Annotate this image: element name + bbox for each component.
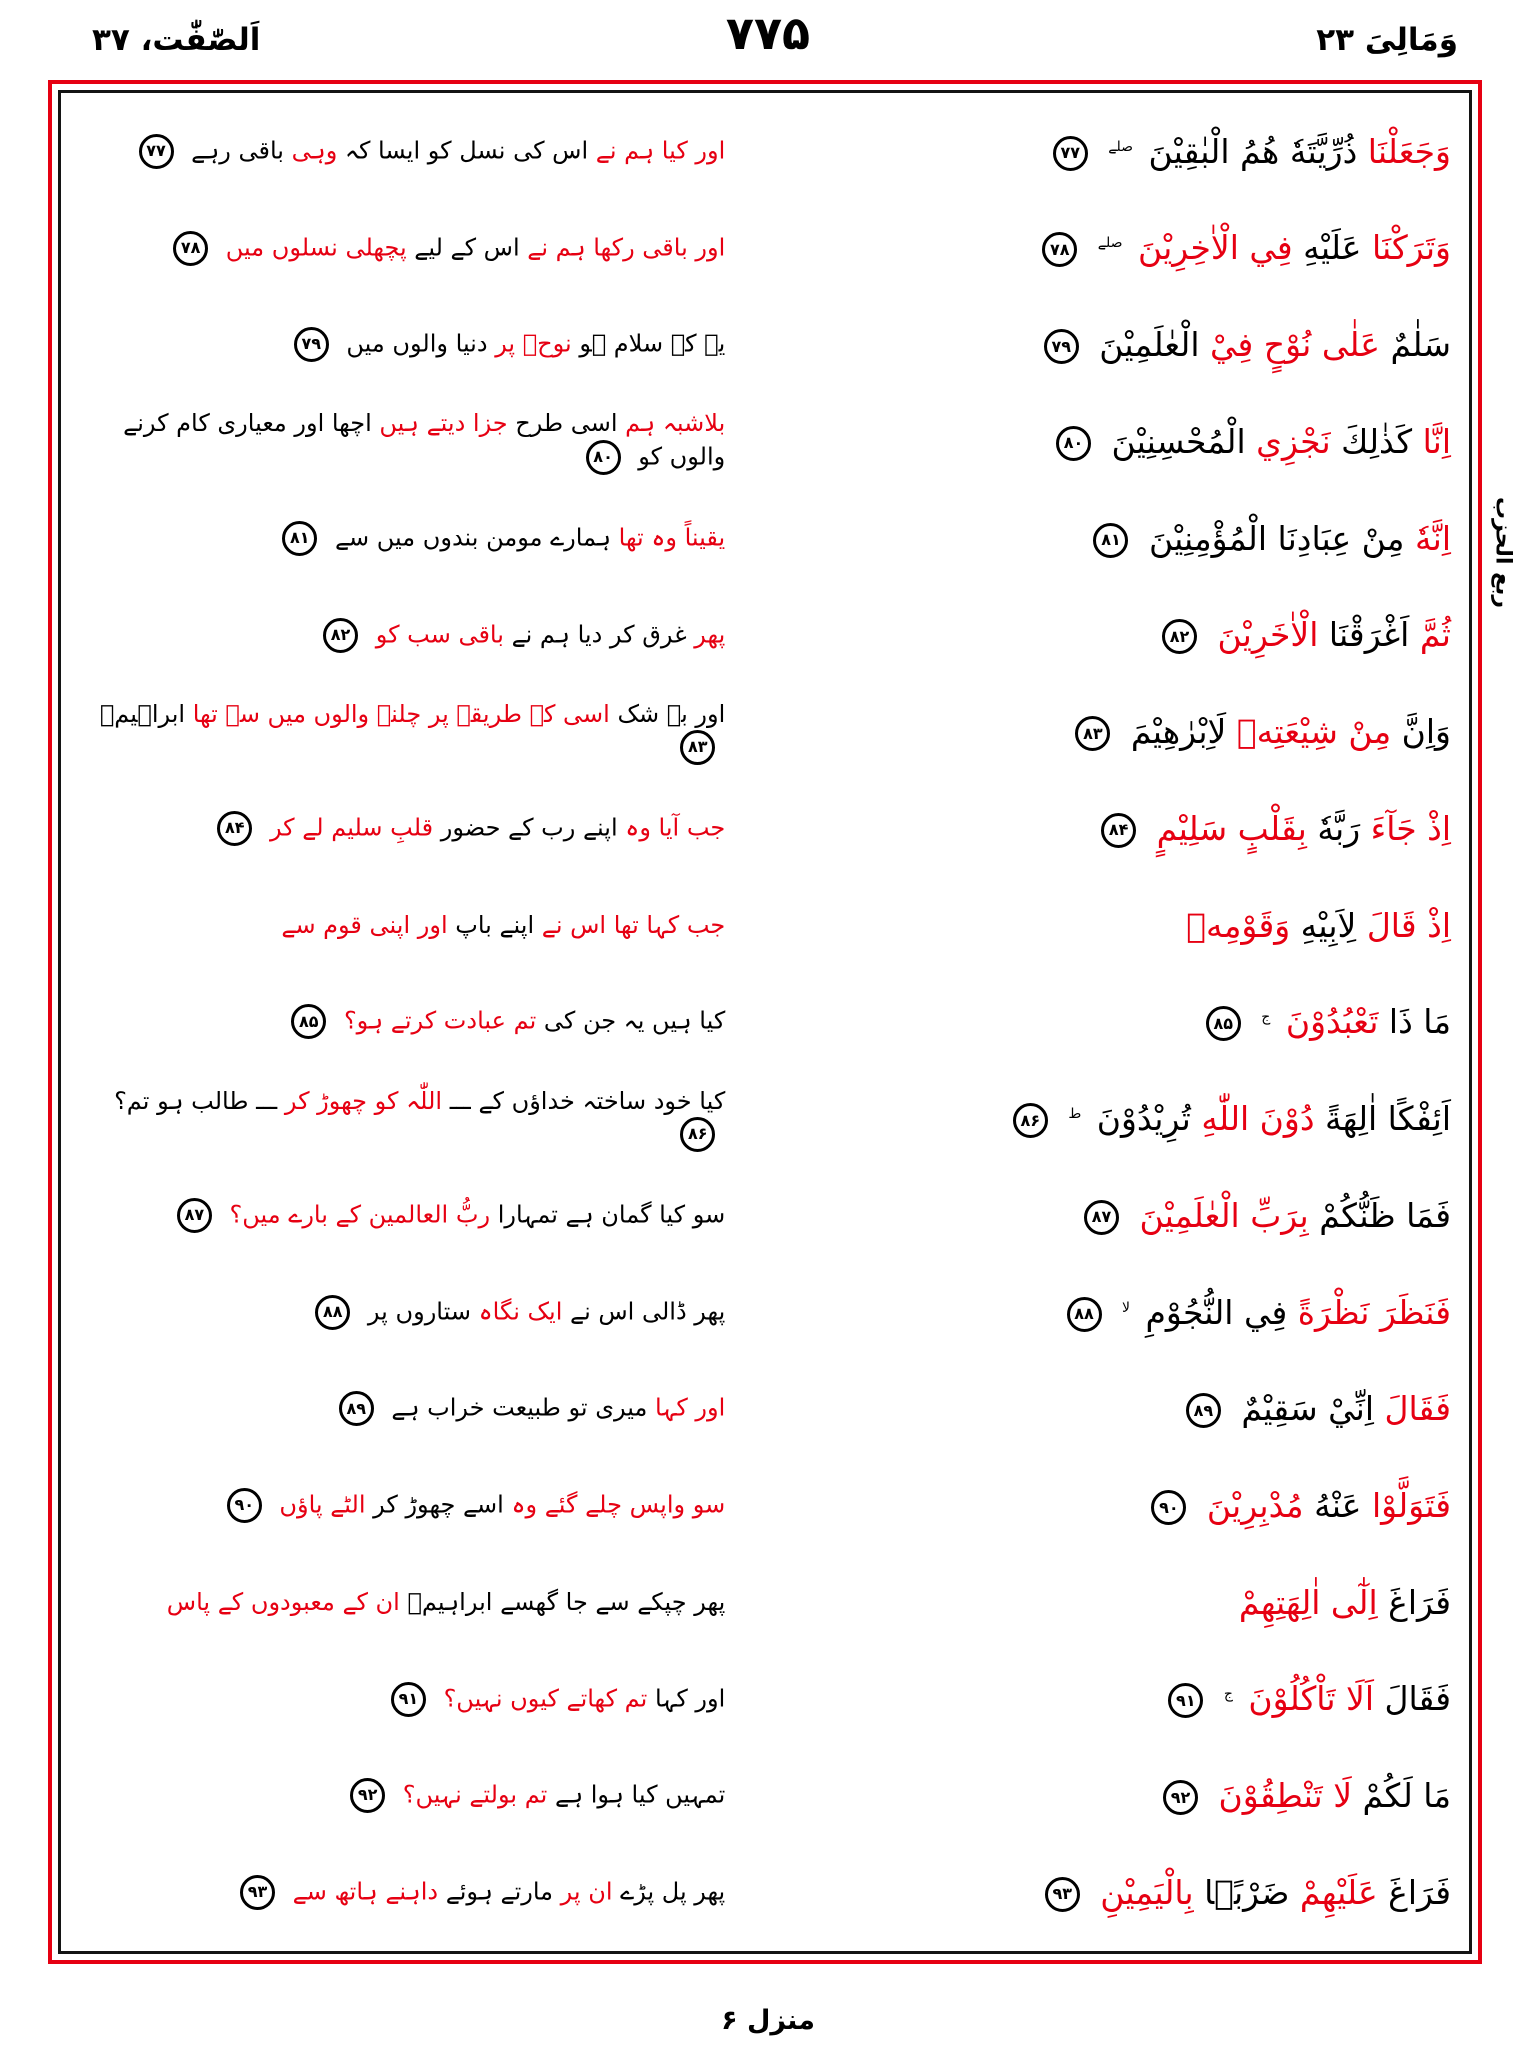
- urdu-translation-line-segment: اسے چھوڑ کر: [373, 1490, 504, 1519]
- urdu-translation-line-segment: وہی: [291, 136, 338, 165]
- urdu-translation-line-segment: تم عبادت کرتے ہو؟: [343, 1006, 537, 1035]
- ayah-row: [77, 587, 1451, 684]
- urdu-translation-line: [77, 1004, 725, 1039]
- arabic-ayah-line: [725, 614, 1451, 655]
- ayah-number-badge: ۷۷: [139, 134, 174, 169]
- ayah-row: [77, 1167, 1451, 1264]
- urdu-translation-line-segment: میری تو طبیعت خراب ہے: [391, 1393, 648, 1422]
- urdu-translation-line-segment: ان کے معبودوں کے پاس: [166, 1587, 400, 1616]
- ayah-row: [77, 1844, 1451, 1941]
- urdu-translation-line: [77, 1587, 725, 1618]
- urdu-translation-line: [77, 1086, 725, 1152]
- ayah-row: [77, 1361, 1451, 1458]
- ayah-number-badge: ۷۸: [1042, 232, 1077, 267]
- arabic-ayah-line: [725, 1872, 1451, 1913]
- urdu-translation-line: [77, 910, 725, 941]
- urdu-translation-line: [77, 1778, 725, 1813]
- urdu-translation-line-segment: اور بے شک: [617, 699, 726, 728]
- manzil-label: منزل ۶: [721, 2005, 815, 2036]
- surah-title: اَلصّٰفّٰت، ۳۷: [92, 22, 261, 58]
- arabic-ayah-line-segment: الْاٰخَرِيْنَ: [1217, 615, 1319, 655]
- ayah-row: [77, 1457, 1451, 1554]
- arabic-ayah-line-segment: فِي النُّجُوْمِ: [1145, 1292, 1288, 1332]
- arabic-ayah-line-segment: عَلَيْهِ: [1303, 228, 1362, 268]
- ayah-number-badge: ۸۲: [323, 618, 358, 653]
- urdu-translation-line-segment: اور کہا: [654, 1684, 726, 1713]
- urdu-translation-line-segment: سو واپس چلے گئے وہ: [511, 1490, 726, 1519]
- urdu-translation-line-segment: داہنے ہاتھ سے: [292, 1877, 439, 1906]
- ayah-row: [77, 1651, 1451, 1748]
- urdu-translation-line-segment: اللّٰہ کو چھوڑ کر: [284, 1086, 443, 1115]
- arabic-ayah-line-segment: اَغْرَقْنَا: [1328, 615, 1410, 655]
- urdu-translation-line-segment: ابراہیمؑ: [99, 699, 186, 728]
- ayah-number-badge: ۸۴: [1101, 813, 1136, 848]
- arabic-ayah-line-segment: الْمُحْسِنِيْنَ: [1111, 421, 1246, 461]
- arabic-ayah-line-segment: دُوْنَ اللّٰهِ: [1201, 1099, 1315, 1139]
- urdu-translation-line-segment: بلاشبہ ہم: [625, 409, 726, 438]
- urdu-translation-line: [77, 1682, 725, 1717]
- arabic-ayah-line-segment: فَنَظَرَ نَظْرَةً: [1297, 1292, 1451, 1332]
- urdu-translation-line-segment: یہ کہ سلام ہو: [579, 329, 726, 358]
- urdu-translation-line-segment: اپنے رب کے حضور: [440, 813, 618, 842]
- urdu-translation-line-segment: اس کی نسل کو ایسا کہ: [344, 136, 589, 165]
- arabic-ayah-line-segment: فِي الْاٰخِرِيْنَ: [1138, 228, 1293, 268]
- urdu-translation-line-segment: اور باقی رکھا ہم نے: [527, 233, 726, 262]
- urdu-translation-line-segment: باقی سب کو: [375, 620, 504, 649]
- ayah-number-badge: ۷۸: [173, 231, 208, 266]
- arabic-ayah-line: [725, 1195, 1451, 1236]
- urdu-translation-line-segment: ان پر: [560, 1877, 613, 1906]
- arabic-ayah-line-segment: مِنْ عِبَادِنَا الْمُؤْمِنِيْنَ: [1148, 518, 1405, 558]
- ayah-number-badge: ۸۷: [177, 1198, 212, 1233]
- urdu-translation-line-segment: پھر چپکے سے جا گھسے ابراہیمؑ: [407, 1587, 726, 1616]
- ayah-number-badge: ۸۶: [1013, 1103, 1048, 1138]
- urdu-translation-line-segment: یقیناً وہ تھا: [618, 523, 726, 552]
- urdu-translation-line-segment: کیا خود ساختہ خداؤں کے ـــ: [449, 1086, 726, 1115]
- arabic-ayah-line-segment: ذُرِّيَّتَهٗ هُمُ الْبٰقِيْنَ: [1148, 131, 1358, 171]
- arabic-ayah-line-segment: فَتَوَلَّوْا: [1371, 1486, 1451, 1526]
- arabic-ayah-line-segment: لَا تَنْطِقُوْنَ: [1218, 1776, 1353, 1816]
- urdu-translation-line-segment: اور اپنی قوم سے: [281, 910, 448, 939]
- arabic-ayah-line: [725, 1582, 1451, 1623]
- ayah-number-badge: ۸۵: [291, 1004, 326, 1039]
- ayah-number-badge: ۷۷: [1053, 136, 1088, 171]
- ayah-row: [77, 393, 1451, 490]
- arabic-ayah-line-segment: وَاِنَّ: [1401, 712, 1451, 752]
- ayah-number-badge: ۹۱: [391, 1682, 426, 1717]
- ayah-number-badge: ۸۹: [1186, 1393, 1221, 1428]
- ayah-number-badge: ۹۰: [227, 1488, 262, 1523]
- urdu-translation-line: [77, 699, 725, 765]
- ayah-number-badge: ۸۶: [680, 1117, 715, 1152]
- ayah-row: [77, 103, 1451, 200]
- pause-mark: صلے: [1108, 138, 1134, 155]
- urdu-translation-line-segment: ربُّ العالمین کے بارے میں؟: [229, 1200, 491, 1229]
- arabic-ayah-line-segment: نَجْزِي: [1256, 421, 1331, 461]
- arabic-ayah-line-segment: اِذْ جَآءَ: [1370, 808, 1451, 848]
- ayah-row: [77, 1747, 1451, 1844]
- outer-red-border: [48, 80, 1482, 1964]
- urdu-translation-line-segment: ـــ طالب ہو تم؟: [114, 1086, 278, 1115]
- page-number: ۷۷۵: [725, 6, 811, 60]
- urdu-translation-line-segment: اسی کے طریقے پر چلنے والوں میں سے تھا: [192, 699, 610, 728]
- arabic-ayah-line-segment: وَجَعَلْنَا: [1367, 131, 1451, 171]
- arabic-ayah-line-segment: لِاَبِيْهِ: [1300, 905, 1357, 945]
- urdu-translation-line-segment: اسی طرح: [515, 409, 618, 438]
- arabic-ayah-line-segment: فَمَا ظَنُّكُمْ: [1319, 1195, 1451, 1235]
- pause-mark: ط: [1068, 1106, 1082, 1123]
- urdu-translation-line-segment: کیا ہیں یہ جن کی: [543, 1006, 726, 1035]
- arabic-ayah-line-segment: اِلٰٓى اٰلِهَتِهِمْ: [1238, 1582, 1378, 1622]
- arabic-ayah-line-segment: وَتَرَكْنَا: [1371, 228, 1451, 268]
- ayah-row: [77, 1264, 1451, 1361]
- ayah-row: [77, 1554, 1451, 1651]
- arabic-ayah-line: [725, 324, 1451, 365]
- arabic-ayah-line: [725, 808, 1451, 849]
- urdu-translation-line: [77, 408, 725, 474]
- ayah-row: [77, 683, 1451, 780]
- urdu-translation-line-segment: قلبِ سلیم لے کر: [269, 813, 434, 842]
- arabic-ayah-line-segment: فَرَاغَ: [1388, 1872, 1451, 1912]
- urdu-translation-line-segment: دنیا والوں میں: [346, 329, 488, 358]
- ayah-number-badge: ۷۹: [1044, 329, 1079, 364]
- arabic-ayah-line-segment: عَلَيْهِمْ: [1299, 1872, 1378, 1912]
- urdu-translation-line-segment: غرق کر دیا ہم نے: [511, 620, 687, 649]
- ayah-number-badge: ۹۳: [1045, 1877, 1080, 1912]
- pause-mark: ج: [1223, 1686, 1233, 1703]
- urdu-translation-line-segment: جب آیا وہ: [625, 813, 726, 842]
- urdu-translation-line-segment: تم کھاتے کیوں نہیں؟: [443, 1684, 648, 1713]
- arabic-ayah-line-segment: فَرَاغَ: [1388, 1582, 1451, 1622]
- ayah-number-badge: ۸۱: [1093, 523, 1128, 558]
- margin-note-hizb-marker: ربع الحزب: [1490, 496, 1516, 609]
- urdu-translation-line: [77, 1198, 725, 1233]
- urdu-translation-line-segment: پھر ڈالی اس نے: [570, 1297, 726, 1326]
- urdu-translation-line-segment: ستاروں پر: [367, 1297, 471, 1326]
- arabic-ayah-line-segment: اَلَا تَاْكُلُوْنَ: [1248, 1679, 1374, 1719]
- urdu-translation-line-segment: مارتے ہوئے: [445, 1877, 554, 1906]
- urdu-translation-line-segment: پچھلی نسلوں میں: [225, 233, 407, 262]
- arabic-ayah-line: [725, 1388, 1451, 1429]
- ayah-number-badge: ۹۰: [1151, 1490, 1186, 1525]
- ayah-number-badge: ۸۰: [586, 440, 621, 475]
- arabic-ayah-line: [725, 711, 1451, 752]
- ayah-number-badge: ۸۴: [217, 811, 252, 846]
- arabic-ayah-line-segment: اِنَّا: [1422, 421, 1451, 461]
- arabic-ayah-line-segment: فَقَالَ: [1384, 1389, 1451, 1429]
- arabic-ayah-line-segment: لَاِبْرٰهِيْمَ: [1130, 712, 1227, 752]
- arabic-ayah-line-segment: بِقَلْبٍ سَلِيْمٍ: [1156, 808, 1307, 848]
- arabic-ayah-line: [725, 1098, 1451, 1139]
- urdu-translation-line-segment: اور کہا: [654, 1393, 726, 1422]
- ayah-number-badge: ۸۲: [1162, 619, 1197, 654]
- ayah-row: [77, 780, 1451, 877]
- urdu-translation-line: [77, 1488, 725, 1523]
- ayah-row: [77, 296, 1451, 393]
- ayah-number-badge: ۷۹: [294, 327, 329, 362]
- arabic-ayah-line-segment: وَقَوْمِهٖ: [1186, 905, 1291, 945]
- arabic-ayah-line-segment: اِنِّيْ سَقِيْمٌ: [1241, 1389, 1374, 1429]
- juz-label: وَمَالِیَ ۲۳: [1316, 22, 1458, 58]
- urdu-translation-line: [77, 1295, 725, 1330]
- pause-mark: لا: [1122, 1299, 1130, 1316]
- ayah-rows-container: [77, 103, 1451, 1941]
- ayah-number-badge: ۸۸: [315, 1295, 350, 1330]
- arabic-ayah-line: [725, 421, 1451, 462]
- ayah-row: [77, 200, 1451, 297]
- arabic-ayah-line-segment: مِنْ شِيْعَتِهٖ: [1236, 712, 1392, 752]
- urdu-translation-line: [77, 1391, 725, 1426]
- arabic-ayah-line-segment: اِذْ قَالَ: [1366, 905, 1451, 945]
- arabic-ayah-line: [725, 1001, 1451, 1042]
- arabic-ayah-line-segment: كَذٰلِكَ: [1341, 421, 1413, 461]
- arabic-ayah-line: [725, 1485, 1451, 1526]
- arabic-ayah-line-segment: تُرِيْدُوْنَ: [1096, 1099, 1191, 1139]
- arabic-ayah-line-segment: مَا ذَا: [1388, 1002, 1451, 1042]
- arabic-ayah-line-segment: ثُمَّ: [1419, 615, 1451, 655]
- arabic-ayah-line: [725, 227, 1451, 268]
- urdu-translation-line-segment: تم بولتے نہیں؟: [402, 1780, 548, 1809]
- ayah-number-badge: ۸۳: [1075, 716, 1110, 751]
- urdu-translation-line: [77, 811, 725, 846]
- arabic-ayah-line: [725, 131, 1451, 172]
- urdu-translation-line-segment: الٹے پاؤں: [279, 1490, 366, 1519]
- urdu-translation-line-segment: باقی رہے: [191, 136, 284, 165]
- pause-mark: ج: [1261, 1009, 1271, 1026]
- urdu-translation-line-segment: ایک نگاہ: [478, 1297, 563, 1326]
- urdu-translation-line-segment: اچھا اور معیاری کام کرنے والوں کو: [123, 409, 726, 471]
- ayah-row: [77, 877, 1451, 974]
- arabic-ayah-line-segment: تَعْبُدُوْنَ: [1285, 1002, 1379, 1042]
- arabic-ayah-line-segment: مُدْبِرِيْنَ: [1206, 1486, 1304, 1526]
- ayah-number-badge: ۹۲: [1163, 1780, 1198, 1815]
- urdu-translation-line-segment: سو کیا گمان ہے تمہارا: [497, 1200, 726, 1229]
- urdu-translation-line: [77, 327, 725, 362]
- pause-mark: صلے: [1097, 235, 1123, 252]
- arabic-ayah-line-segment: اَئِفْكًا اٰلِهَةً: [1325, 1099, 1451, 1139]
- urdu-translation-line-segment: جب کہا تھا اس نے: [541, 910, 726, 939]
- urdu-translation-line-segment: پھر: [694, 620, 726, 649]
- urdu-translation-line-segment: تمہیں کیا ہوا ہے: [555, 1780, 726, 1809]
- arabic-ayah-line-segment: ضَرْبًۢا: [1204, 1872, 1290, 1912]
- arabic-ayah-line-segment: فَقَالَ: [1384, 1679, 1451, 1719]
- arabic-ayah-line-segment: رَبَّهٗ: [1317, 808, 1361, 848]
- urdu-translation-line: [77, 521, 725, 556]
- ayah-number-badge: ۸۳: [680, 730, 715, 765]
- arabic-ayah-line-segment: سَلٰمٌ: [1390, 325, 1451, 365]
- ayah-number-badge: ۸۱: [282, 521, 317, 556]
- arabic-ayah-line-segment: مَا لَكُمْ: [1362, 1776, 1451, 1816]
- ayah-row: [77, 490, 1451, 587]
- arabic-ayah-line-segment: اِنَّهٗ: [1414, 518, 1451, 558]
- arabic-ayah-line-segment: الْعٰلَمِيْنَ: [1099, 325, 1200, 365]
- inner-black-border: [58, 90, 1472, 1954]
- arabic-ayah-line: [725, 905, 1451, 946]
- arabic-ayah-line: [725, 1678, 1451, 1719]
- urdu-translation-line-segment: پھر پل پڑے: [620, 1877, 726, 1906]
- ayah-number-badge: ۸۹: [339, 1391, 374, 1426]
- ayah-number-badge: ۹۳: [240, 1875, 275, 1910]
- arabic-ayah-line: [725, 518, 1451, 559]
- ayah-row: [77, 1070, 1451, 1167]
- ayah-number-badge: ۹۱: [1168, 1683, 1203, 1718]
- urdu-translation-line: [77, 618, 725, 653]
- urdu-translation-line-segment: ہمارے مومن بندوں میں سے: [334, 523, 612, 552]
- urdu-translation-line-segment: اس کے لیے: [414, 233, 520, 262]
- ayah-number-badge: ۸۸: [1067, 1297, 1102, 1332]
- ayah-row: [77, 974, 1451, 1071]
- arabic-ayah-line-segment: بِالْيَمِيْنِ: [1100, 1872, 1194, 1912]
- ayah-number-badge: ۸۰: [1056, 426, 1091, 461]
- urdu-translation-line-segment: جزا دیتے ہیں: [379, 409, 508, 438]
- ayah-number-badge: ۸۵: [1206, 1006, 1241, 1041]
- arabic-ayah-line-segment: عَلٰى نُوْحٍ فِيْ: [1210, 325, 1380, 365]
- arabic-ayah-line-segment: بِرَبِّ الْعٰلَمِيْنَ: [1139, 1195, 1309, 1235]
- urdu-translation-line-segment: اپنے باپ: [455, 910, 535, 939]
- arabic-ayah-line: [725, 1292, 1451, 1333]
- urdu-translation-line: [77, 134, 725, 169]
- urdu-translation-line: [77, 1875, 725, 1910]
- urdu-translation-line-segment: نوحؑ پر: [495, 329, 572, 358]
- arabic-ayah-line: [725, 1775, 1451, 1816]
- arabic-ayah-line-segment: عَنْهُ: [1314, 1486, 1362, 1526]
- urdu-translation-line: [77, 231, 725, 266]
- urdu-translation-line-segment: اور کیا ہم نے: [595, 136, 726, 165]
- ayah-number-badge: ۸۷: [1084, 1200, 1119, 1235]
- ayah-number-badge: ۹۲: [350, 1778, 385, 1813]
